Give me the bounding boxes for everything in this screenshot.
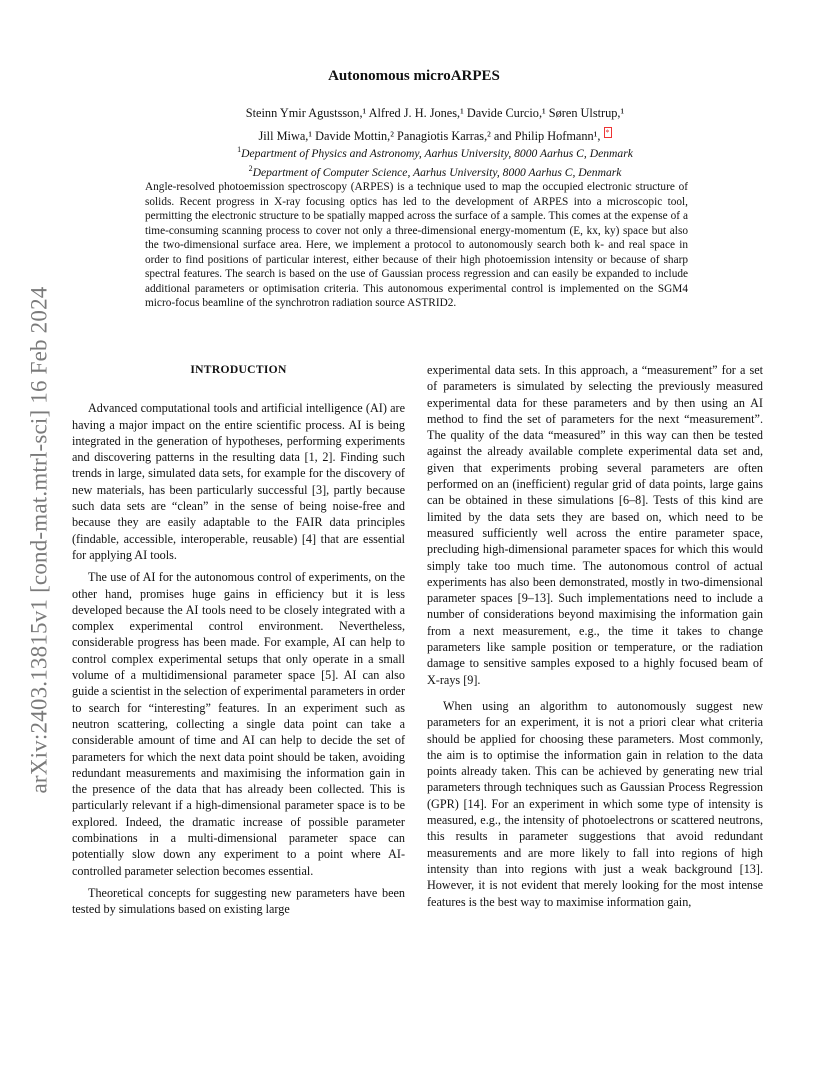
paragraph-left-2: The use of AI for the autonomous control of experiments, on the other hand, promises huge gains in efficiency but it is less developed because the AI tools need to be closely integrated with a complex experimental control environment. Nevertheless, considerable progress has been made. For example, AI can help to control complex experimental setups that only operate in a small volume of a multidimensional parameter space [5]. AI can also guide a scientist in the selection of experimental parameters in order to search for “interesting” features. In an experiment such as neutron scattering, collecting a single data point can take a considerable amount of time and AI can help to decide the set of parameters for which the next data point should be taken, avoiding redundant measurements and maximising the information gain in the presence of the data that has already been collected. This is particularly relevant if a high-dimensional parameter space is to be explored. Indeed, the dramatic increase of possible parameter combinations in a multi-dimensional parameter space can potentially slow down any experiment to a point where AI-controlled parameter selection becomes essential. bbox=[72, 570, 406, 878]
affiliation-1-mark: 1 bbox=[237, 145, 242, 154]
abstract: Angle-resolved photoemission spectroscopy (ARPES) is a technique used to map the occupied electronic structure of solids. Recent progress in X-ray focusing optics has led to the development of ARPES into a microscopic tool, permitting the electronic structure to be spatially mapped across the surface of a sample. This comes at the expense of a time-consuming scanning process to cover not only a three-dimensional energy-momentum (E, kx, ky) space but also the two-dimensional surface area. Here, we implement a protocol to autonomously search both k- and real space in order to find positions of particular interest, either because of their high photoemission intensity or because of sharp spectral features. The search is based on the use of Gaussian process regression and can easily be expanded to include additional parameters or optimisation criteria. This autonomous experimental control is implemented on the SGM4 micro-focus beamline of the synchrotron radiation source ASTRID2. bbox=[145, 181, 688, 310]
corresponding-author-link[interactable]: * bbox=[605, 128, 610, 137]
affiliation-2-mark: 2 bbox=[248, 163, 253, 173]
arxiv-stamp bbox=[14, 240, 64, 840]
affiliation-2 bbox=[140, 161, 730, 180]
paragraph-left-1: Advanced computational tools and artificial intelligence (AI) are having a major impact on the entire scientific process. AI is being integrated in the generation of hypotheses, performing experiments and discovering patterns in the resulting data [1, 2]. Finding such trends in large, simulated data sets, for example for the discovery of new materials, has been particularly successful [3], partly because such data sets are “clean” in the sense of being noise-free and because they are easily adaptable to the FAIR data principles (findable, accessible, interoperable, reusable) [4] that are essential for applying AI tools. bbox=[72, 401, 405, 562]
authors-line-1: Steinn Ymir Agustsson,¹ Alfred J. H. Jones,¹ Davide Curcio,¹ Søren Ulstrup,¹ bbox=[245, 106, 625, 120]
paragraph-right-2: When using an algorithm to autonomously suggest new parameters for an experiment, it is not a priori clear what criteria should be applied for choosing these parameters. Most commonly, the aim is to optimise the information gain in relation to the data points already taken. This can be achieved by generating new trial parameters through techniques such as Gaussian Process Regression (GPR) [14]. For an experiment in which some type of intensity is measured, e.g., the intensity of photoelectrons or scattered neutrons, this results in parameter suggestions that avoid redundant measurements and are more likely to fall into regions of high intensity than into regions with just a weak background [13]. However, it is not evident that merely looking for the most intense features is the best way to maximise information gain, bbox=[427, 698, 763, 909]
arxiv-stamp-text: arXiv:2403.13815v1 [cond-mat.mtrl-sci] 16 Feb 2024 bbox=[26, 286, 52, 794]
affiliation-2-text: Department of Computer Science, Aarhus University, 8000 Aarhus C, Denmark bbox=[252, 165, 622, 179]
left-column bbox=[72, 362, 405, 918]
paragraph-right-1: experimental data sets. In this approach, a “measurement” for a set of parameters is simulated by selecting the previously measured experimental data for these parameters and by then using an AI method to find the set of parameters for the next “measurement”. The quality of the data “measured” in this way can then be tested against the already available complete experimental data set and, given that experiments probing several parameters are often performed on an (inefficient) regular grid of data points, large gains can be obtained in these simulations [6–8]. Tests of this kind are limited by the data sets they are based on, which need to be measured sufficiently well across the entire parameter space, precluding high-dimensional parameter spaces for which this would simply take too much time. The autonomous control of actual experiments has also been demonstrated, mostly in two-dimensional parameter spaces [9–13]. Such implementations need to include a number of considerations beyond maximising the information gain from a next measurement, e.g., the time it takes to change parameters like sample position or temperature, or the radiation damage to sensitive samples exposed to a highly focused beam of X-rays [9]. bbox=[427, 363, 763, 687]
affiliations bbox=[140, 142, 730, 180]
paragraph-left-3: Theoretical concepts for suggesting new parameters have been tested by simulations based on existing large bbox=[72, 885, 405, 917]
affiliation-1 bbox=[140, 142, 730, 161]
right-column bbox=[427, 362, 763, 910]
affiliation-1-text: Department of Physics and Astronomy, Aarhus University, 8000 Aarhus C, Denmark bbox=[241, 146, 633, 160]
authors-line-2-text: Jill Miwa,¹ Davide Mottin,² Panagiotis Karras,² and Philip Hofmann¹, bbox=[258, 129, 601, 144]
author-list bbox=[140, 104, 730, 146]
section-heading-introduction: INTRODUCTION bbox=[190, 363, 287, 376]
paper-title: Autonomous microARPES bbox=[328, 68, 500, 84]
